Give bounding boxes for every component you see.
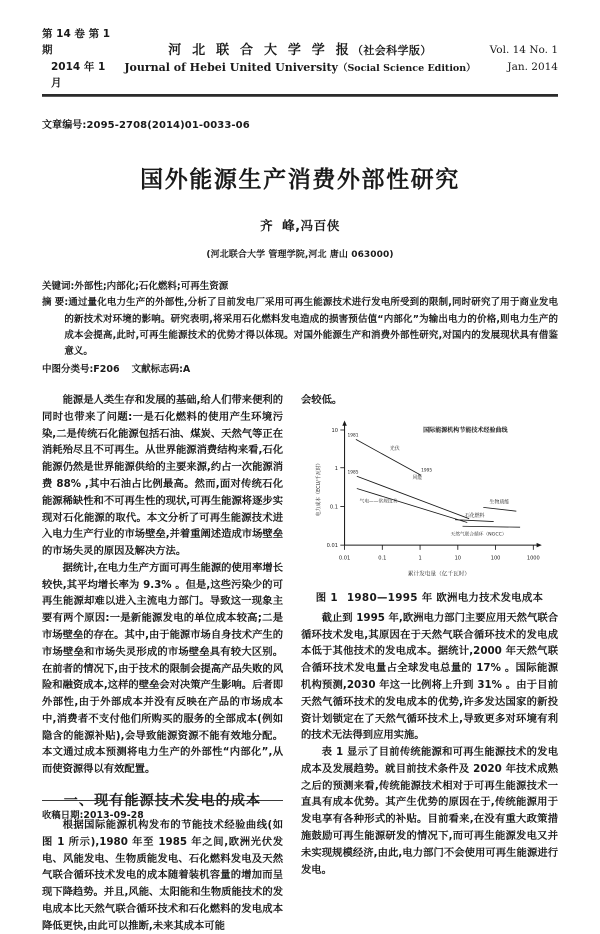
volume-number-en: Vol. 14 No. 1 [489, 44, 558, 57]
journal-name-en: Journal of Hebei United University [124, 61, 338, 75]
paragraph-section1-2: 截止到 1995 年,欧洲电力部门主要应用天然气联合循环技术发电,其原因在于天然气联合循环技术的发电成本低于其他技术的发电成本。据统计,2000 年天然气联合循环技术发电量占全球发电总量的 17% 。国际能源机构预测,2030 年这一比例将上升到 31% 。由于目前天然气循环技术的发电成本的优势,许多发达国家的新投资计划锁定在了天然气循环技术上,导致更多对环境有利的技术无法得到应用实施。 [301, 611, 558, 742]
volume-issue: 第 14 卷 第 1 期 [42, 28, 111, 57]
figure-chart [301, 413, 558, 585]
journal-edition-cn: （社会科学版） [351, 43, 432, 57]
series-pv-year-start: 1981 [347, 433, 359, 439]
y-tick-0.1: 0.1 [329, 504, 338, 511]
keywords-label: 关键词 [42, 281, 71, 293]
chart-title: 国际能源机构节能技术经验曲线 [423, 426, 508, 434]
running-head [42, 26, 558, 91]
abstract-row [42, 295, 558, 360]
journal-title-cn [124, 41, 475, 61]
keywords-line [42, 279, 558, 295]
x-tick-0.01: 0.01 [338, 555, 351, 562]
page-title: 国外能源生产消费外部性研究 [140, 167, 460, 194]
experience-curve-chart [301, 413, 558, 581]
x-tick-10: 10 [454, 555, 462, 562]
classification-line [42, 362, 558, 378]
paragraph-section1-1: 根据国际能源机构发布的节能技术经验曲线(如图 1 所示),1980 年至 1985 年之间,欧洲光伏发电、风能发电、生物质能发电、石化燃料发电及天然气联合循环技术发电的成本随着装机容量的增加而呈现下降趋势。并且,风能、太阳能和生物质能技术的发电成本比天然气联合循环技术和石化燃料的发电成本降低更快,由此可以推断,未来其成本可能 [42, 819, 283, 932]
x-axis-ticks [339, 545, 540, 561]
received-date: 收稿日期:2013-09-28 [42, 810, 144, 821]
paragraph-intro-2: 据统计,在电力生产方面可再生能源的使用率增长较快,其平均增长率为 9.3% 。但是,这些污染少的可再生能源却难以进入主流电力部门。导致这一现象主要有两个原因:一是新能源发电的单位成本较高;二是市场壁垒的存在。其中,由于能源市场自身技术产生的市场壁垒和市场失灵形成的市场壁垒具有较大区别。在前者的情况下,由于技术的限制会提高产品失败的风险和融资成本,这样的壁垒会对决策产生影响。后者即外部性,由于外部成本并没有反映在产品的市场成本中,消费者不支付他们所购买的服务的全部成本(例如隐含的能源补贴),会导致能源资源不能有效地分配。本文通过成本预测将电力生产的外部性“内部化”,从而使资源得以有效配置。 [42, 561, 283, 776]
journal-edition-en: （Social Science Edition） [337, 63, 476, 75]
series-label-biomass: 生物质能 [489, 499, 510, 506]
header-divider [42, 94, 558, 97]
series-wind-year-start: 1985 [347, 470, 359, 476]
x-tick-0.1: 0.1 [378, 555, 387, 562]
y-tick-10: 10 [331, 427, 338, 434]
x-axis-label: 累计发电量（亿千瓦时） [407, 571, 471, 578]
series-label-pv: 光伏 [389, 445, 400, 452]
abstract-label: 摘 要 [42, 297, 65, 309]
series-line-wind [357, 476, 469, 518]
author-list [42, 216, 558, 234]
series-label-ngcc: 天然气联合循环（NGCC） [450, 532, 507, 538]
y-tick-1: 1 [334, 465, 338, 472]
document-code: 文献标志码:A [131, 363, 191, 375]
author-affiliation: (河北联合大学 管理学院,河北 唐山 063000) [206, 250, 394, 261]
series-label-wind: 风能 [412, 474, 423, 481]
paragraph-section1-3: 表 1 显示了目前传统能源和可再生能源技术的发电成本及发展趋势。就目前技术条件及 2020 年技术成熟之后的预测来看,传统能源技术相对于可再生能源技术一直具有成本优势。其产生优势的原因在于,传统能源用于发电享有各种形式的补贴。目前看来,在没有重大政策措施鼓励可再生能源研发的情况下,而可再生能源发电又并未实现规模经济,由此,电力部门不会使用可再生能源进行发电。 [301, 746, 558, 876]
running-head-right [482, 42, 558, 75]
article-number: 文章编号:2095-2708(2014)01-0033-06 [42, 120, 250, 132]
keywords-value: :外部性;内部化;石化燃料;可再生资源 [70, 281, 229, 293]
figure-number: 图 1 [315, 591, 338, 604]
issue-date-cn: 2014 年 1 月 [51, 60, 106, 89]
right-column [301, 392, 558, 934]
front-matter-meta [42, 279, 558, 378]
footnote-area [42, 800, 283, 821]
author-first: 齐 [260, 218, 274, 234]
x-tick-1000: 1000 [526, 555, 540, 562]
body-columns [42, 392, 558, 934]
figure-caption [301, 589, 558, 604]
section-heading-1: 一、现有能源技术发电的成本 [63, 793, 262, 809]
figure-caption-text: 1980—1995 年 欧洲电力技术发电成本 [346, 591, 544, 604]
footnote-divider [42, 800, 283, 801]
paragraph-intro-1: 能源是人类生存和发展的基础,给人们带来便利的同时也带来了问题:一是石化燃料的使用产生环境污染,二是传统石化能源包括石油、煤炭、天然气等正在消耗殆尽且不可再生。从世界能源消费结构来看,石化能源仍然是世界能源供给的主要来源,约占一次能源消费 88% ,其中石油占比例最高。然而,面对传统石化能源稀缺性和不可再生性的现状,可再生能源将逐步实现对石化能源的取代。本文分析了可再生能源技术进入电力生产行业的市场壁垒,并着重阐述造成市场壁垒的市场失灵的原因及解决方法。 [42, 394, 283, 558]
series-line-conventional-gas [357, 488, 467, 522]
journal-name-cn: 河 北 联 合 大 学 学 报 [168, 42, 352, 58]
journal-title-en [124, 60, 475, 76]
series-label-fossil: 石化燃料 [465, 512, 485, 519]
series-line-ngcc [463, 526, 521, 527]
left-column [42, 392, 283, 934]
paragraph-continuation: 会较低。 [301, 394, 343, 407]
author-rest: 峰,冯百侠 [282, 218, 340, 234]
x-tick-100: 100 [490, 555, 501, 562]
abstract-text: :通过量化电力生产的外部性,分析了目前发电厂采用可再生能源技术进行发电所受到的限制,同时研究了用于商业发电的新技术对环境的影响。研究表明,将采用石化燃料发电造成的损害预估值“内部化”为输出电力的价格,则电力生产的成本会提高,此时,可再生能源技术的优势才得以体现。对国外能源生产和消费外部性研究,对国内的发展现状具有借鉴意义。 [64, 297, 558, 358]
figure-1 [301, 413, 558, 604]
y-axis-label: 电力成本（ECU/千瓦时） [316, 460, 323, 517]
y-axis-arrow [342, 420, 347, 425]
series-line-biomass [483, 507, 516, 511]
clc-number: 中图分类号:F206 [42, 363, 120, 375]
series-line-pv [356, 439, 421, 475]
running-head-left [42, 26, 118, 91]
series-pv-year-end: 1995 [421, 468, 433, 474]
series-label-conventional-gas: 气电——常规技术 [359, 499, 398, 505]
running-head-center [124, 41, 475, 76]
x-axis-arrow [537, 543, 542, 548]
y-tick-0.01: 0.01 [326, 543, 338, 550]
x-tick-1: 1 [418, 555, 422, 562]
issue-date-en: Jan. 2014 [507, 60, 558, 73]
y-axis-ticks [327, 428, 345, 549]
